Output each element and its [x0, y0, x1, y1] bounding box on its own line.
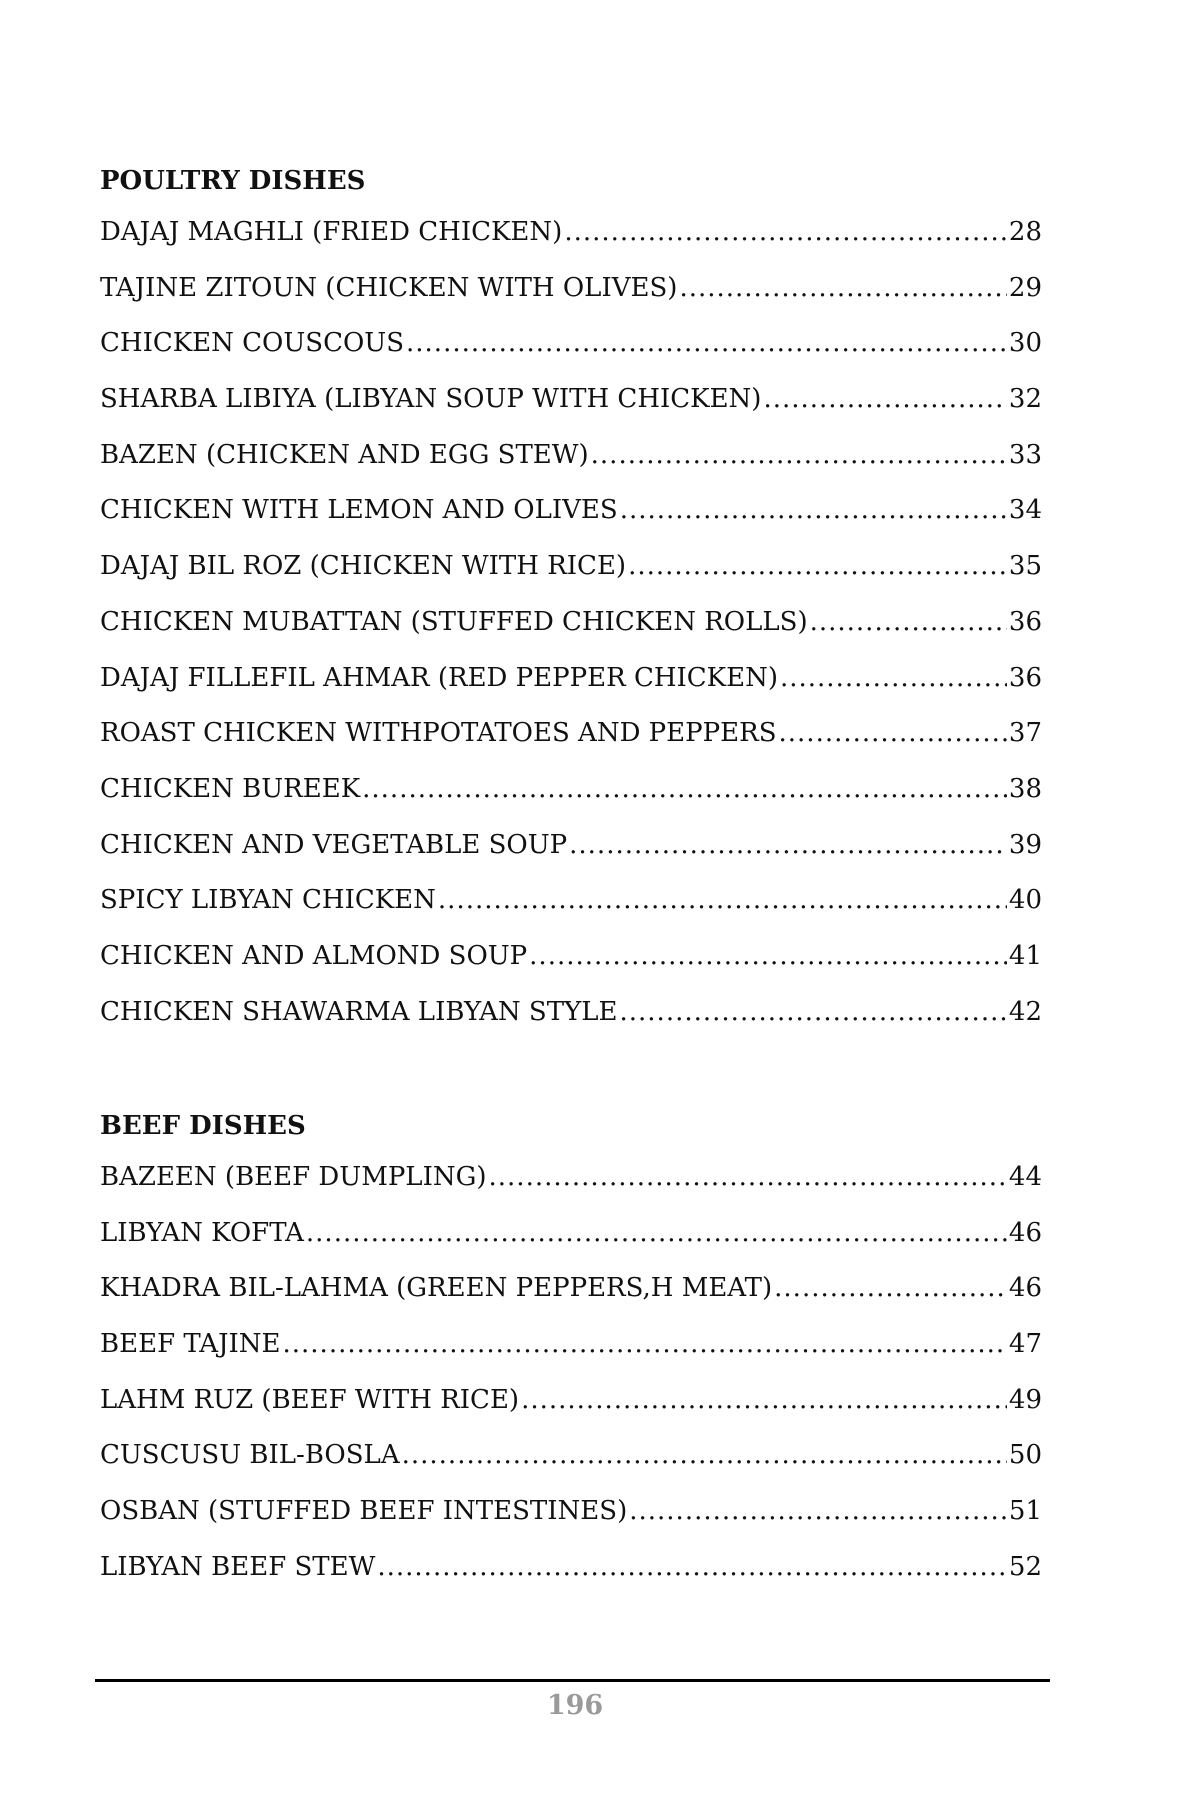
toc-entry[interactable] — [100, 1206, 1042, 1262]
section-heading: BEEF DISHES — [100, 1111, 306, 1141]
toc-entry[interactable] — [100, 1484, 1042, 1540]
entry-title: DAJAJ BIL ROZ (CHICKEN WITH RICE) — [100, 551, 627, 582]
entry-title: SPICY LIBYAN CHICKEN — [100, 885, 436, 916]
leader-dots — [569, 818, 1007, 874]
toc-entry[interactable] — [100, 1150, 1042, 1206]
entry-page: 36 — [1008, 662, 1042, 693]
entry-title: DAJAJ FILLEFIL AHMAR (RED PEPPER CHICKEN) — [100, 662, 778, 693]
toc-entry[interactable] — [100, 1373, 1042, 1429]
entry-title: CHICKEN MUBATTAN (STUFFED CHICKEN ROLLS) — [100, 606, 808, 637]
leader-dots — [306, 1206, 1007, 1262]
leader-dots — [521, 1373, 1007, 1429]
leader-dots — [402, 1428, 1007, 1484]
toc-entry[interactable] — [100, 1540, 1042, 1596]
leader-dots — [620, 985, 1007, 1041]
footer-rule — [95, 1679, 1050, 1682]
entry-title: DAJAJ MAGHLI (FRIED CHICKEN) — [100, 217, 563, 247]
poultry-section — [100, 157, 1042, 1040]
entry-title: CHICKEN SHAWARMA LIBYAN STYLE — [100, 996, 618, 1027]
entry-page: 46 — [1008, 1217, 1042, 1248]
entry-page: 51 — [1008, 1496, 1042, 1527]
entry-page: 36 — [1008, 606, 1042, 637]
entry-page: 42 — [1008, 996, 1042, 1027]
entry-title: CHICKEN AND VEGETABLE SOUP — [100, 829, 568, 860]
leader-dots — [679, 261, 1006, 317]
leader-dots — [406, 316, 1007, 372]
entry-page: 47 — [1008, 1329, 1042, 1360]
entry-title: ROAST CHICKEN WITHPOTATOES AND PEPPERS — [100, 718, 777, 749]
leader-dots — [763, 372, 1006, 428]
toc-entry[interactable] — [100, 428, 1042, 484]
entry-page: 40 — [1008, 885, 1042, 916]
entry-title: CHICKEN AND ALMOND SOUP — [100, 940, 528, 971]
section-heading: POULTRY DISHES — [100, 166, 366, 196]
leader-dots — [529, 929, 1007, 985]
entry-page: 38 — [1008, 773, 1042, 804]
entry-page: 46 — [1008, 1273, 1042, 1304]
entry-page: 29 — [1008, 272, 1042, 303]
toc-entry[interactable] — [100, 651, 1042, 707]
toc-entry[interactable] — [100, 706, 1042, 762]
beef-section — [100, 1102, 1042, 1596]
entry-page: 41 — [1008, 940, 1042, 971]
entry-title: CHICKEN WITH LEMON AND OLIVES — [100, 495, 618, 526]
leader-dots — [362, 762, 1007, 818]
toc-entry[interactable] — [100, 929, 1042, 985]
entry-title: LIBYAN BEEF STEW — [100, 1551, 376, 1582]
entry-title: CHICKEN COUSCOUS — [100, 328, 405, 359]
toc-entry[interactable] — [100, 1428, 1042, 1484]
leader-dots — [774, 1261, 1007, 1317]
entry-title: CUSCUSU BIL-BOSLA — [100, 1440, 400, 1471]
leader-dots — [810, 595, 1007, 651]
entry-title: KHADRA BIL-LAHMA (GREEN PEPPERS,H MEAT) — [100, 1273, 773, 1304]
entry-title: LAHM RUZ (BEEF WITH RICE) — [100, 1384, 520, 1415]
toc-entry[interactable] — [100, 483, 1042, 539]
entry-page: 52 — [1008, 1551, 1042, 1582]
toc-entry[interactable] — [100, 372, 1042, 428]
leader-dots — [564, 205, 1007, 261]
toc-entry[interactable] — [100, 316, 1042, 372]
entry-title: SHARBA LIBIYA (LIBYAN SOUP WITH CHICKEN) — [100, 384, 762, 415]
entry-page: 37 — [1008, 718, 1042, 749]
leader-dots — [629, 1484, 1007, 1540]
entry-title: CHICKEN BUREEK — [100, 773, 361, 804]
toc-entry[interactable] — [100, 818, 1042, 874]
toc-entry[interactable] — [100, 1317, 1042, 1373]
entry-title: OSBAN (STUFFED BEEF INTESTINES) — [100, 1496, 628, 1527]
leader-dots — [489, 1150, 1007, 1206]
entry-page: 44 — [1008, 1162, 1042, 1192]
entry-page: 32 — [1008, 384, 1042, 415]
page-number: 196 — [546, 1690, 604, 1721]
toc-entry[interactable] — [100, 985, 1042, 1041]
entry-title: BAZEEN (BEEF DUMPLING) — [100, 1162, 487, 1192]
leader-dots — [780, 651, 1007, 707]
entry-title: TAJINE ZITOUN (CHICKEN WITH OLIVES) — [100, 272, 678, 303]
entry-page: 39 — [1008, 829, 1042, 860]
toc-entry[interactable] — [100, 261, 1042, 317]
toc-entry[interactable] — [100, 1261, 1042, 1317]
entry-page: 33 — [1008, 439, 1042, 470]
toc-entry[interactable] — [100, 762, 1042, 818]
entry-page: 28 — [1008, 217, 1042, 247]
entry-title: BAZEN (CHICKEN AND EGG STEW) — [100, 439, 589, 470]
entry-title: BEEF TAJINE — [100, 1329, 281, 1360]
leader-dots — [438, 873, 1007, 929]
entry-page: 49 — [1008, 1384, 1042, 1415]
toc-entry[interactable] — [100, 205, 1042, 261]
leader-dots — [591, 428, 1007, 484]
leader-dots — [628, 539, 1007, 595]
leader-dots — [283, 1317, 1007, 1373]
entry-page: 34 — [1008, 495, 1042, 526]
entry-page: 30 — [1008, 328, 1042, 359]
leader-dots — [620, 483, 1007, 539]
leader-dots — [377, 1540, 1007, 1596]
toc-entry[interactable] — [100, 539, 1042, 595]
toc-entry[interactable] — [100, 873, 1042, 929]
toc-entry[interactable] — [100, 595, 1042, 651]
entry-page: 50 — [1008, 1440, 1042, 1471]
entry-page: 35 — [1008, 551, 1042, 582]
entry-title: LIBYAN KOFTA — [100, 1217, 304, 1248]
leader-dots — [779, 706, 1007, 762]
